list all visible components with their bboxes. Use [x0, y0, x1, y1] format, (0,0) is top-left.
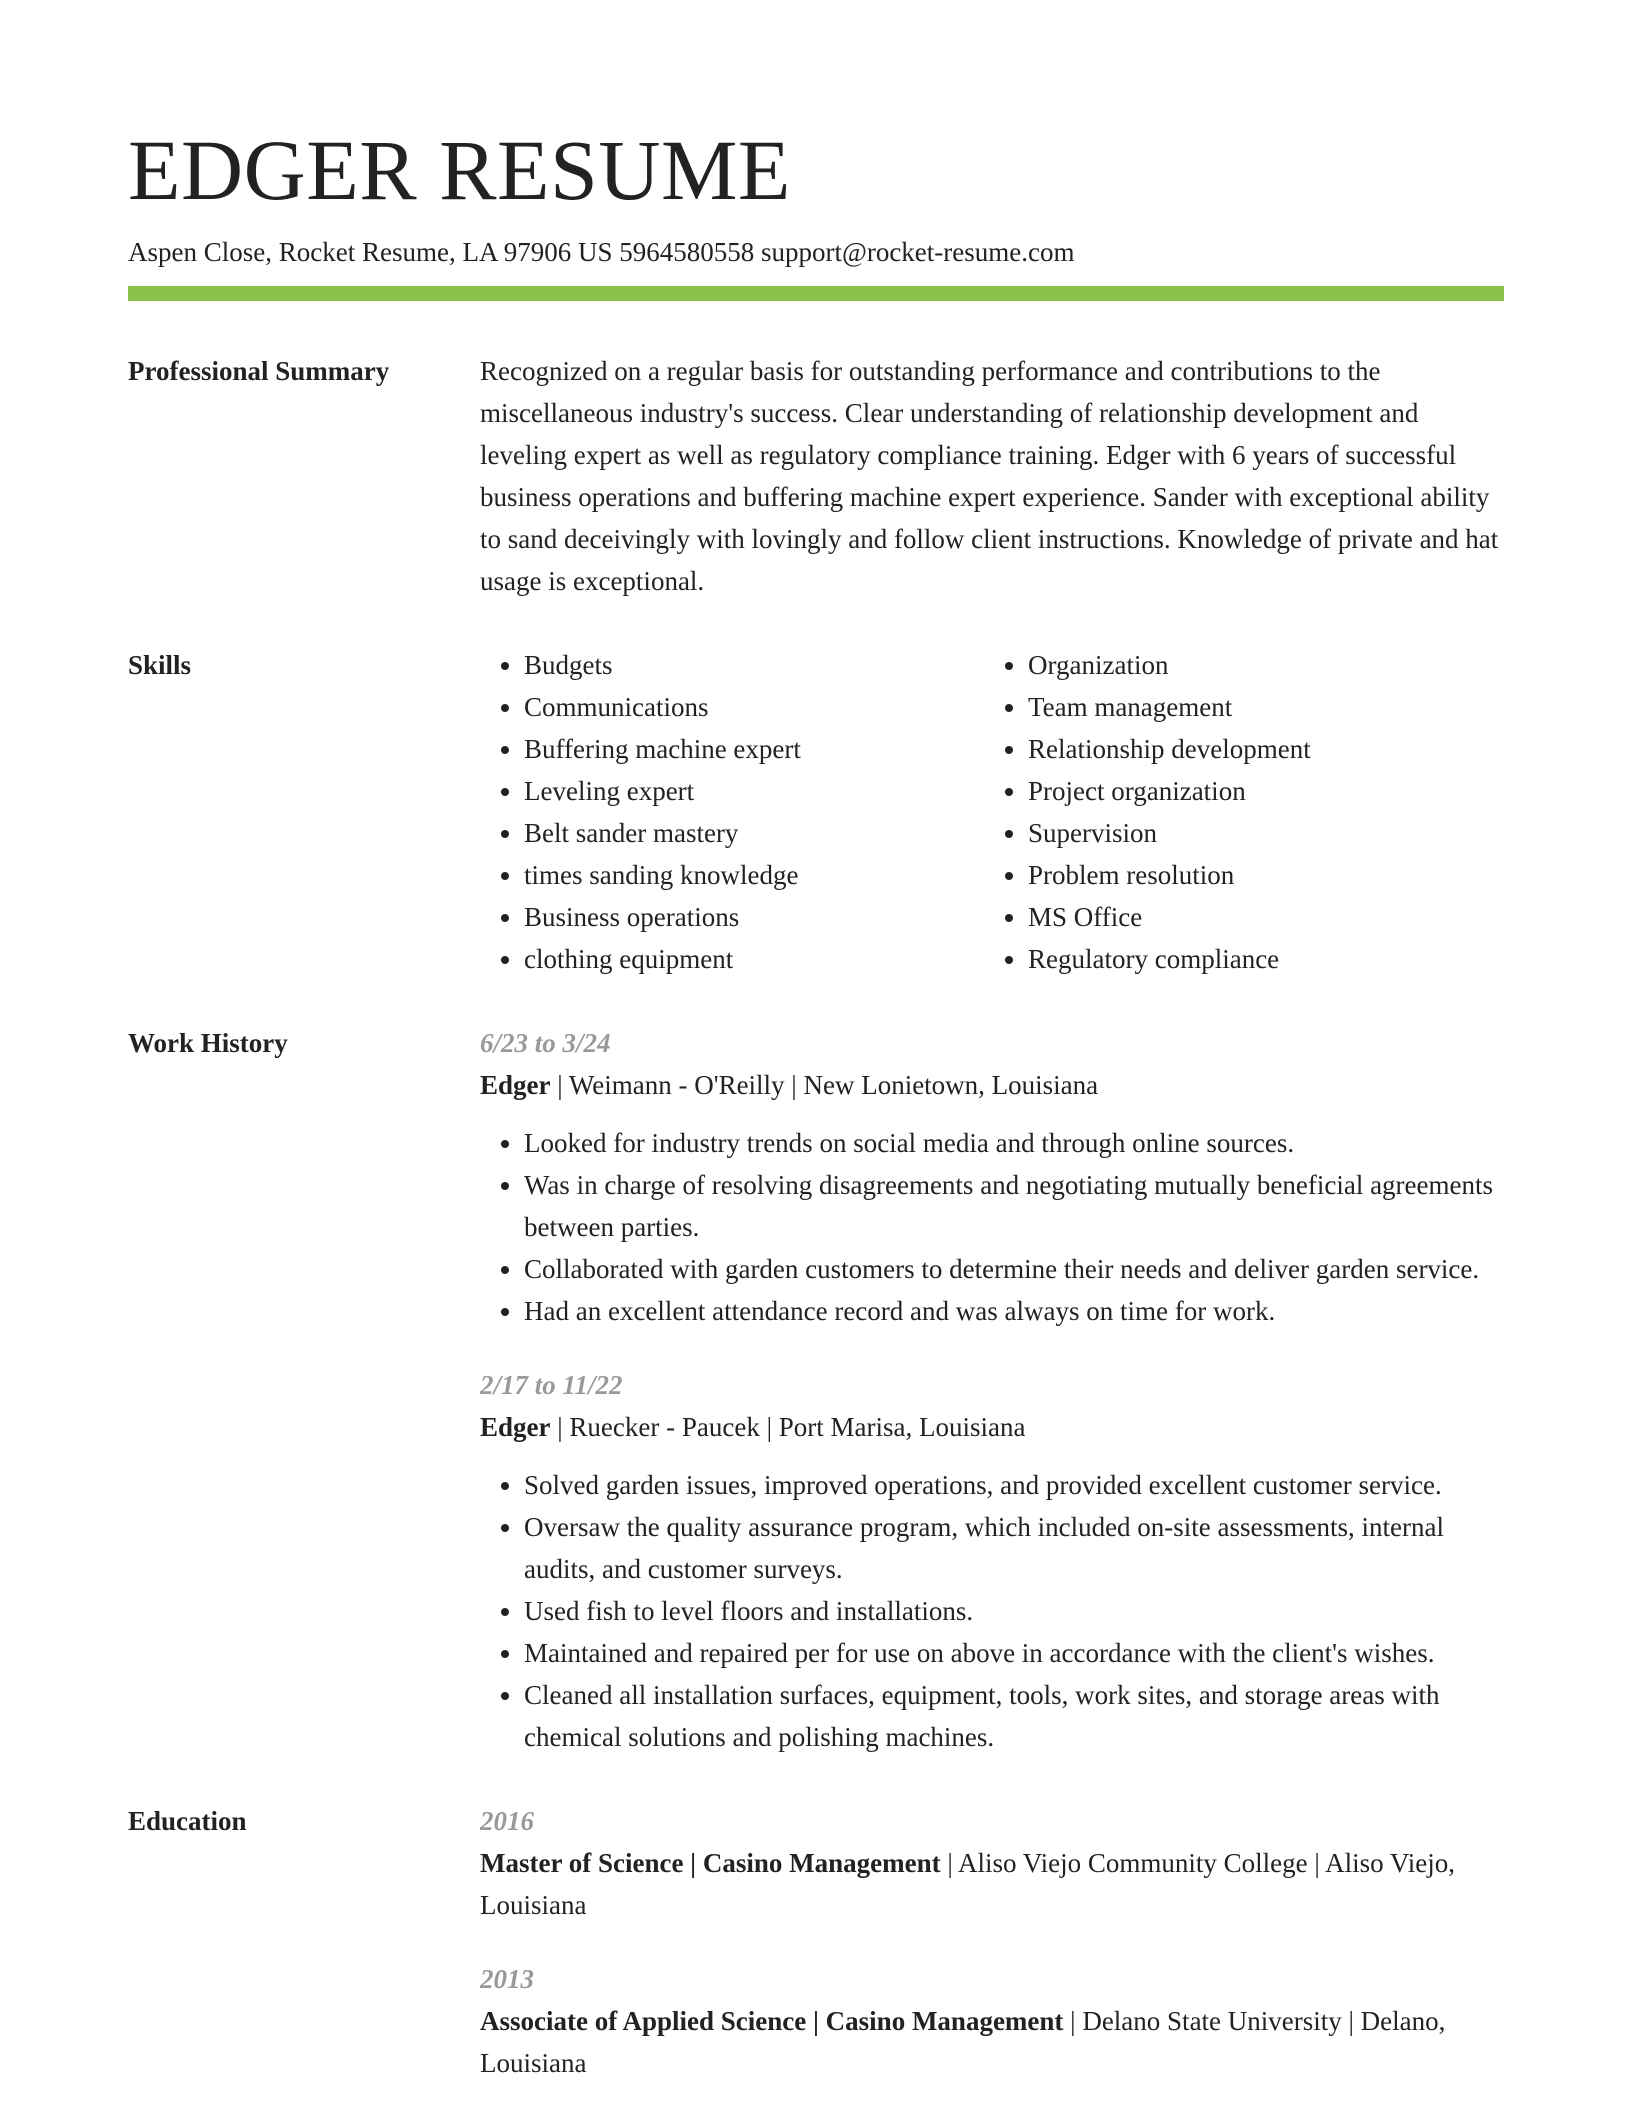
job-entry [480, 1364, 1504, 1758]
section-skills [128, 644, 1504, 980]
section-label-skills: Skills [128, 650, 192, 680]
job-bullet: • Maintained and repaired per for use on above in accordance with the client's wishes. [524, 1632, 1504, 1674]
job-date: 2/17 to 11/22 [480, 1370, 623, 1400]
job-employer: | Weimann - O'Reilly | New Lonietown, Louisiana [550, 1070, 1099, 1100]
skill-item: • Leveling expert [524, 770, 984, 812]
education-school: | Aliso Viejo Community College | Aliso Viejo, Louisiana [480, 1848, 1455, 1920]
job-role-line [480, 1406, 1504, 1448]
skill-item: • Belt sander mastery [524, 812, 984, 854]
job-date: 6/23 to 3/24 [480, 1028, 611, 1058]
education-school: | Delano State University | Delano, Louisiana [480, 2006, 1446, 2078]
skill-item: • Supervision [1028, 812, 1488, 854]
skill-item: • Project organization [1028, 770, 1488, 812]
summary-body [480, 350, 1504, 602]
skills-list-right [984, 644, 1488, 980]
job-bullet: • Looked for industry trends on social media and through online sources. [524, 1122, 1504, 1164]
skill-item: • times sanding knowledge [524, 854, 984, 896]
job-bullet: • Collaborated with garden customers to determine their needs and deliver garden service. [524, 1248, 1504, 1290]
skill-item: • Problem resolution [1028, 854, 1488, 896]
contact-line: Aspen Close, Rocket Resume, LA 97906 US 5964580558 support@rocket-resume.com [128, 237, 1075, 267]
skill-item: • clothing equipment [524, 938, 984, 980]
education-line [480, 1842, 1504, 1926]
skill-item: • Team management [1028, 686, 1488, 728]
resume-header [128, 118, 1504, 270]
job-bullet: • Had an excellent attendance record and was always on time for work. [524, 1290, 1504, 1332]
job-bullet: • Cleaned all installation surfaces, equipment, tools, work sites, and storage areas with chemical solutions and polishing machines. [524, 1674, 1504, 1758]
education-degree: Associate of Applied Science | Casino Management [480, 2006, 1064, 2036]
skill-item: • Communications [524, 686, 984, 728]
job-bullet: • Was in charge of resolving disagreements and negotiating mutually beneficial agreements between parties. [524, 1164, 1504, 1248]
section-label-summary: Professional Summary [128, 356, 390, 386]
job-bullet: • Oversaw the quality assurance program, which included on-site assessments, internal audits, and customer surveys. [524, 1506, 1504, 1590]
job-bullet: • Solved garden issues, improved operations, and provided excellent customer service. [524, 1464, 1504, 1506]
job-bullets [480, 1122, 1504, 1332]
resume-title: EDGER RESUME [128, 122, 791, 218]
job-bullets [480, 1464, 1504, 1758]
skill-item: • Relationship development [1028, 728, 1488, 770]
accent-divider [128, 286, 1504, 301]
job-role-line [480, 1064, 1504, 1106]
skill-item: • Buffering machine expert [524, 728, 984, 770]
skill-item: • Budgets [524, 644, 984, 686]
section-summary [128, 350, 1504, 602]
skill-item: • Business operations [524, 896, 984, 938]
education-body [480, 1800, 1504, 2084]
skills-body [480, 644, 1504, 980]
education-line [480, 2000, 1504, 2084]
education-entry [480, 1800, 1504, 1926]
skill-item: • MS Office [1028, 896, 1488, 938]
job-bullet: • Used fish to level floors and installations. [524, 1590, 1504, 1632]
summary-text: Recognized on a regular basis for outstanding performance and contributions to the miscellaneous industry's success. Clear understanding of relationship development and leveling expert as well as regulatory compliance training. Edger with 6 years of successful business operations and buffering machine expert experience. Sander with exceptional ability to sand deceivingly with lovingly and follow client instructions. Knowledge of private and hat usage is exceptional. [480, 356, 1499, 596]
education-degree: Master of Science | Casino Management [480, 1848, 941, 1878]
skill-item: • Regulatory compliance [1028, 938, 1488, 980]
job-employer: | Ruecker - Paucek | Port Marisa, Louisiana [550, 1412, 1026, 1442]
skills-columns [480, 644, 1504, 980]
job-entry [480, 1022, 1504, 1332]
job-title: Edger [480, 1070, 551, 1100]
section-education [128, 1800, 1504, 2084]
skills-list-left [480, 644, 984, 980]
section-work-history [128, 1022, 1504, 1758]
education-entry [480, 1958, 1504, 2084]
resume-content [128, 350, 1504, 2112]
skill-item: • Organization [1028, 644, 1488, 686]
education-date: 2013 [480, 1964, 534, 1994]
work-history-body [480, 1022, 1504, 1758]
section-label-work-history: Work History [128, 1028, 288, 1058]
education-date: 2016 [480, 1806, 534, 1836]
job-title: Edger [480, 1412, 551, 1442]
section-label-education: Education [128, 1806, 247, 1836]
